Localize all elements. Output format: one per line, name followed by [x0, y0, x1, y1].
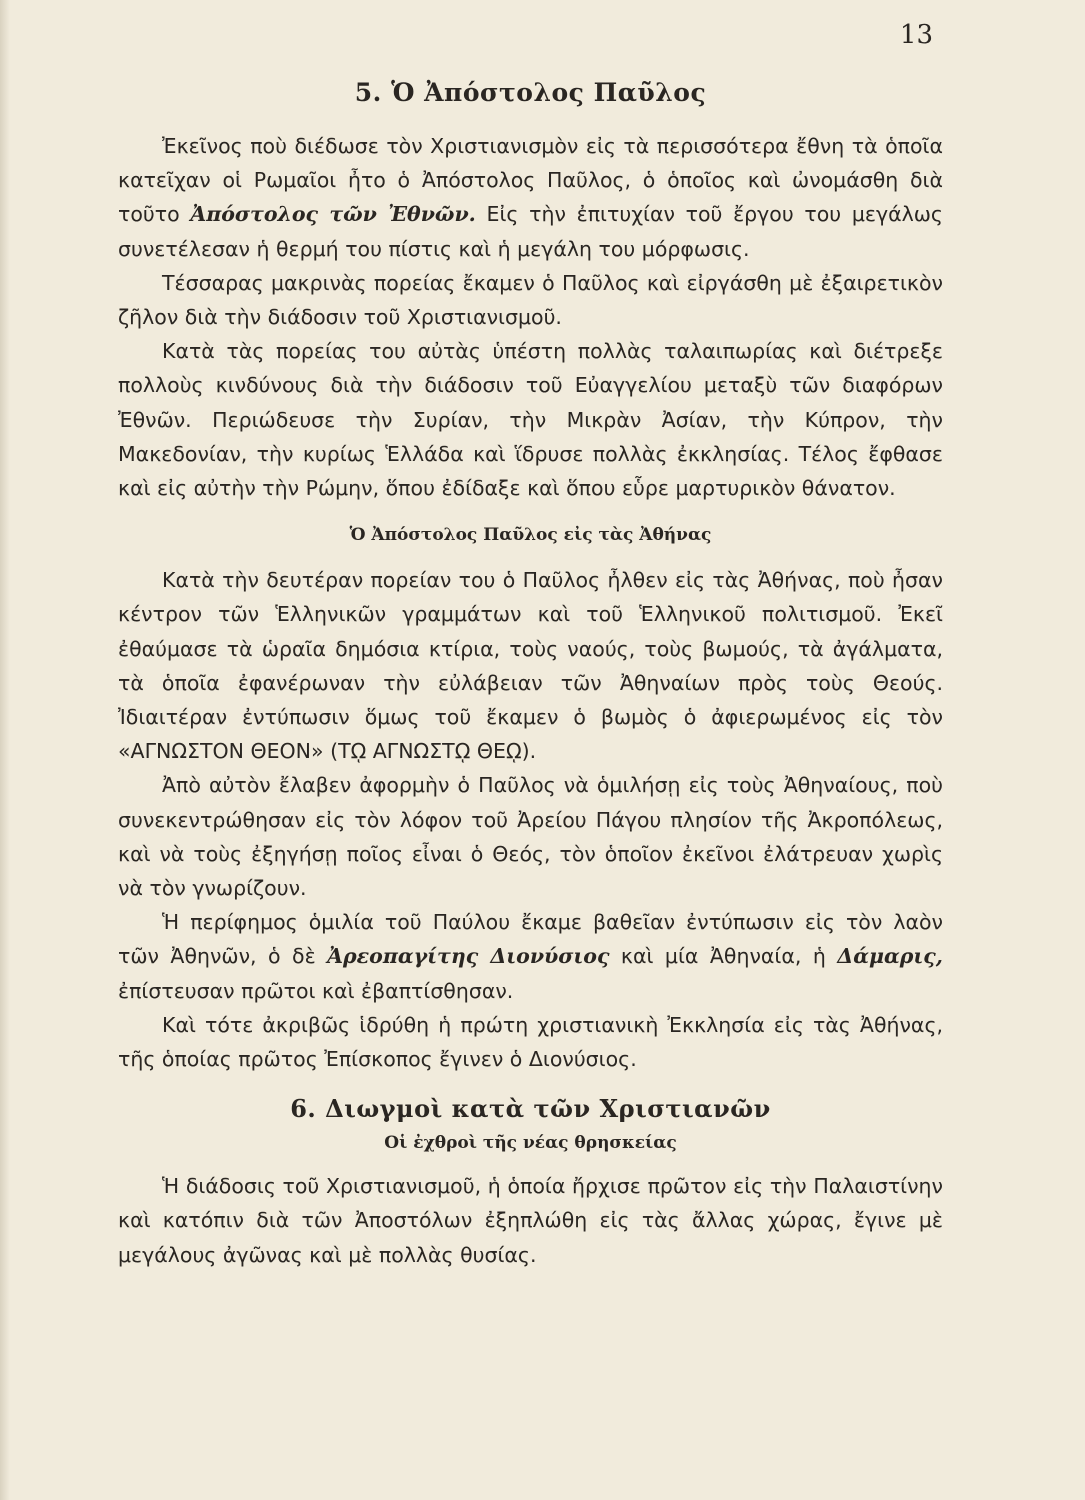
- paragraph-text: ἐπίστευσαν πρῶτοι καὶ ἐβαπτίσθησαν.: [118, 978, 514, 1003]
- paragraph: Κατὰ τὰς πορείας του αὐτὰς ὑπέστη πολλὰς ταλαιπωρίας καὶ διέτρεξε πολλοὺς κινδύνους διὰ τὴν διάδοσιν τοῦ Εὐαγγελίου μεταξὺ τῶν διαφόρων Ἐθνῶν. Περιώδευσε τὴν Συρίαν, τὴν Μικρὰν Ἀσίαν, τὴν Κύπρον, τὴν Μακεδονίαν, τὴν κυρίως Ἑλλάδα καὶ ἵδρυσε πολλὰς ἐκκλησίας. Τέλος ἔφθασε καὶ εἰς αὐτὴν τὴν Ρώμην, ὅπου ἐδίδαξε καὶ ὅπου εὗρε μαρτυρικὸν θάνατον.: [118, 339, 943, 501]
- section-6-subheading: Οἱ ἐχθροὶ τῆς νέας θρησκείας: [384, 1133, 677, 1154]
- paragraph-text: καὶ μία Ἀθηναία, ἡ: [620, 944, 826, 969]
- paragraph: Καὶ τότε ἀκριβῶς ἱδρύθη ἡ πρώτη χριστιανικὴ Ἐκκλησία εἰς τὰς Ἀθήνας, τῆς ὁποίας πρῶτος Ἐπίσκοπος ἔγινεν ὁ Διονύσιος.: [118, 1012, 943, 1072]
- paragraph: [118, 129, 943, 266]
- paragraph-text: Ἐκεῖνος ποὺ διέδωσε τὸν Χριστιανισμὸν εἰς τὰ περισσότερα ἔθνη τὰ ὁποῖα κατεῖχαν οἱ Ρωμαῖοι ἦτο ὁ Ἀπόστολος Παῦλος, ὁ ὁποῖος καὶ ὠνομάσθη διὰ τοῦτο: [118, 134, 943, 227]
- section-6-title: 6. Διωγμοὶ κατὰ τῶν Χριστιανῶν: [290, 1094, 771, 1124]
- page-number: 13: [899, 20, 933, 50]
- emphasized-name: Ἀρεοπαγίτης Διονύσιος: [327, 944, 610, 969]
- paragraph: Κατὰ τὴν δευτέραν πορείαν του ὁ Παῦλος ἦλθεν εἰς τὰς Ἀθήνας, ποὺ ἦσαν κέντρον τῶν Ἑλληνικῶν γραμμάτων καὶ τοῦ Ἑλληνικοῦ πολιτισμοῦ. Ἐκεῖ ἐθαύμασε τὰ ὡραῖα δημόσια κτίρια, τοὺς ναούς, τοὺς βωμούς, τὰ ἀγάλματα, τὰ ὁποῖα ἐφανέρωναν τὴν εὐλάβειαν τῶν Ἀθηναίων πρὸς τοὺς Θεούς. Ἰδιαιτέραν ἐντύπωσιν ὅμως τοῦ ἔκαμεν ὁ βωμὸς ὁ ἀφιερωμένος εἰς τὸν «ΑΓΝΩΣΤΟΝ ΘΕΟΝ» (Τῼ ΑΓΝΩΣΤῼ ΘΕῼ).: [118, 568, 943, 764]
- athens-subheading: Ὁ Ἀπόστολος Παῦλος εἰς τὰς Ἀθήνας: [349, 525, 712, 546]
- emphasized-name: Δάμαρις,: [837, 944, 943, 969]
- paragraph: Τέσσαρας μακρινὰς πορείας ἔκαμεν ὁ Παῦλος καὶ εἰργάσθη μὲ ἐξαιρετικὸν ζῆλον διὰ τὴν διάδοσιν τοῦ Χριστιανισμοῦ.: [118, 270, 943, 330]
- paragraph: Ἡ διάδοσις τοῦ Χριστιανισμοῦ, ἡ ὁποία ἤρχισε πρῶτον εἰς τὴν Παλαιστίνην καὶ κατόπιν διὰ τῶν Ἀποστόλων ἐξηπλώθη εἰς τὰς ἄλλας χώρας, ἔγινε μὲ μεγάλους ἀγῶνας καὶ μὲ πολλὰς θυσίας.: [118, 1174, 943, 1267]
- page-binding-edge: [0, 0, 10, 1500]
- paragraph: [118, 905, 943, 1008]
- section-5-title: 5. Ὁ Ἀπόστολος Παῦλος: [354, 78, 707, 107]
- page-content: [118, 78, 943, 1272]
- paragraph-text: Ἡ περίφημος ὁμιλία τοῦ Παύλου ἔκαμε βαθεῖαν ἐντύπωσιν εἰς τὸν λαὸν τῶν Ἀθηνῶν, ὁ δὲ: [118, 910, 943, 969]
- paragraph: Ἀπὸ αὐτὸν ἔλαβεν ἀφορμὴν ὁ Παῦλος νὰ ὁμιλήσῃ εἰς τοὺς Ἀθηναίους, ποὺ συνεκεντρώθησαν εἰς τὸν λόφον τοῦ Ἀρείου Πάγου πλησίον τῆς Ἀκροπόλεως, καὶ νὰ τοὺς ἐξηγήσῃ ποῖος εἶναι ὁ Θεός, τὸν ὁποῖον ἐκεῖνοι ἐλάτρευαν χωρὶς νὰ τὸν γνωρίζουν.: [118, 773, 943, 901]
- emphasized-term: Ἀπόστολος τῶν Ἐθνῶν.: [190, 202, 476, 227]
- paragraph-text: Εἰς τὴν ἐπιτυχίαν τοῦ ἔργου του μεγάλως συνετέλεσαν ἡ θερμή του πίστις καὶ ἡ μεγάλη του μόρφωσις.: [118, 202, 943, 261]
